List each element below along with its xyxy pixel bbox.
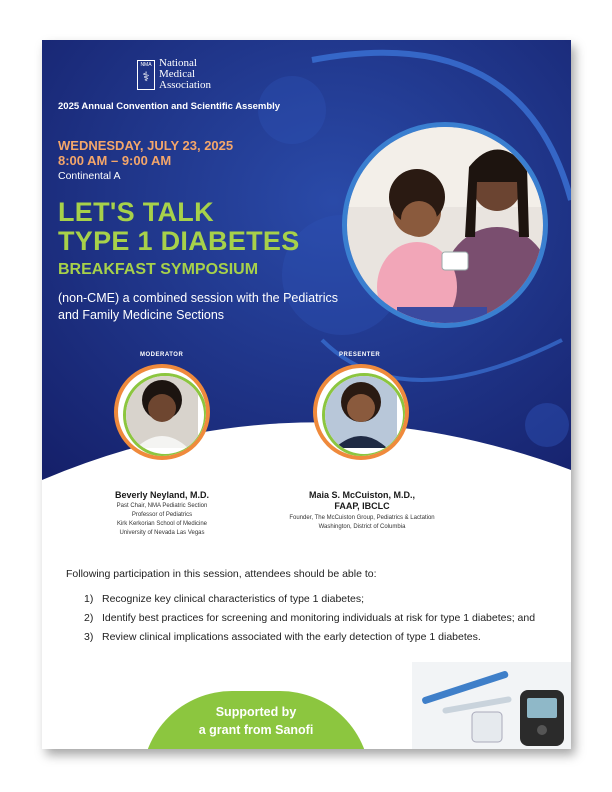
organization-name-line: Association (159, 79, 211, 91)
support-line1: Supported by (215, 705, 297, 719)
objective-item (84, 590, 535, 609)
event-date: WEDNESDAY, JULY 23, 2025 (58, 138, 234, 153)
moderator-headshot (114, 364, 210, 460)
objective-number: 3) (84, 631, 94, 643)
organization-name (159, 58, 211, 91)
support-line2: a grant from Sanofi (198, 723, 314, 737)
moderator-role-label: MODERATOR (140, 352, 184, 358)
event-title (58, 198, 300, 256)
event-description: (non-CME) a combined session with the Pediatrics and Family Medicine Sections (58, 291, 338, 322)
event-subtitle: BREAKFAST SYMPOSIUM (58, 261, 259, 278)
nma-logo (137, 58, 211, 91)
moderator-name: Beverly Neyland, M.D. (114, 490, 210, 500)
moderator-detail-line: University of Nevada Las Vegas (119, 530, 205, 536)
presenter-name (272, 490, 452, 512)
event-date-time (58, 138, 233, 168)
objective-text: Identify best practices for screening and monitoring individuals at risk for type 1 diabetes; and (102, 612, 536, 624)
convention-title: 2025 Annual Convention and Scientific Assembly (58, 101, 281, 112)
presenter-headshot (313, 364, 409, 460)
event-title-line1: LET'S TALK (58, 197, 214, 227)
presenter-detail-line: Founder, The McCuiston Group, Pediatrics & Lactation (289, 515, 435, 521)
moderator-detail-line: Professor of Pediatrics (131, 512, 193, 518)
diabetes-devices-image (412, 662, 571, 749)
organization-name-line: Medical (159, 68, 196, 80)
presenter-role-label: PRESENTER (339, 352, 381, 358)
mother-child-photo (342, 122, 548, 328)
presenter-name-line1: Maia S. McCuiston, M.D., (308, 490, 415, 500)
event-title-line2: TYPE 1 DIABETES (58, 226, 300, 256)
moderator-detail-line: Past Chair, NMA Pediatric Section (116, 503, 208, 509)
objective-text: Review clinical implications associated with the early detection of type 1 diabetes. (102, 631, 481, 643)
objective-number: 2) (84, 612, 94, 624)
objective-item (84, 609, 535, 628)
moderator-details (92, 502, 232, 538)
presenter-name-line2: FAAP, IBCLC (334, 501, 390, 511)
presenter-details (262, 514, 462, 532)
objective-text: Recognize key clinical characteristics of type 1 diabetes; (102, 593, 365, 605)
caduceus-icon: NMA ⚕ (137, 60, 155, 90)
flyer (42, 40, 571, 749)
objectives-list (84, 590, 535, 647)
objective-number: 1) (84, 593, 94, 605)
organization-name-line: National (159, 57, 197, 69)
logo-mark-text: NMA (140, 61, 152, 68)
support-text (142, 703, 370, 739)
moderator-detail-line: Kirk Kerkorian School of Medicine (116, 521, 208, 527)
presenter-detail-line: Washington, District of Columbia (318, 524, 406, 530)
event-time: 8:00 AM – 9:00 AM (58, 153, 172, 168)
objective-item (84, 628, 535, 647)
objectives-intro: Following participation in this session, attendees should be able to: (66, 568, 377, 580)
event-room: Continental A (58, 170, 121, 182)
